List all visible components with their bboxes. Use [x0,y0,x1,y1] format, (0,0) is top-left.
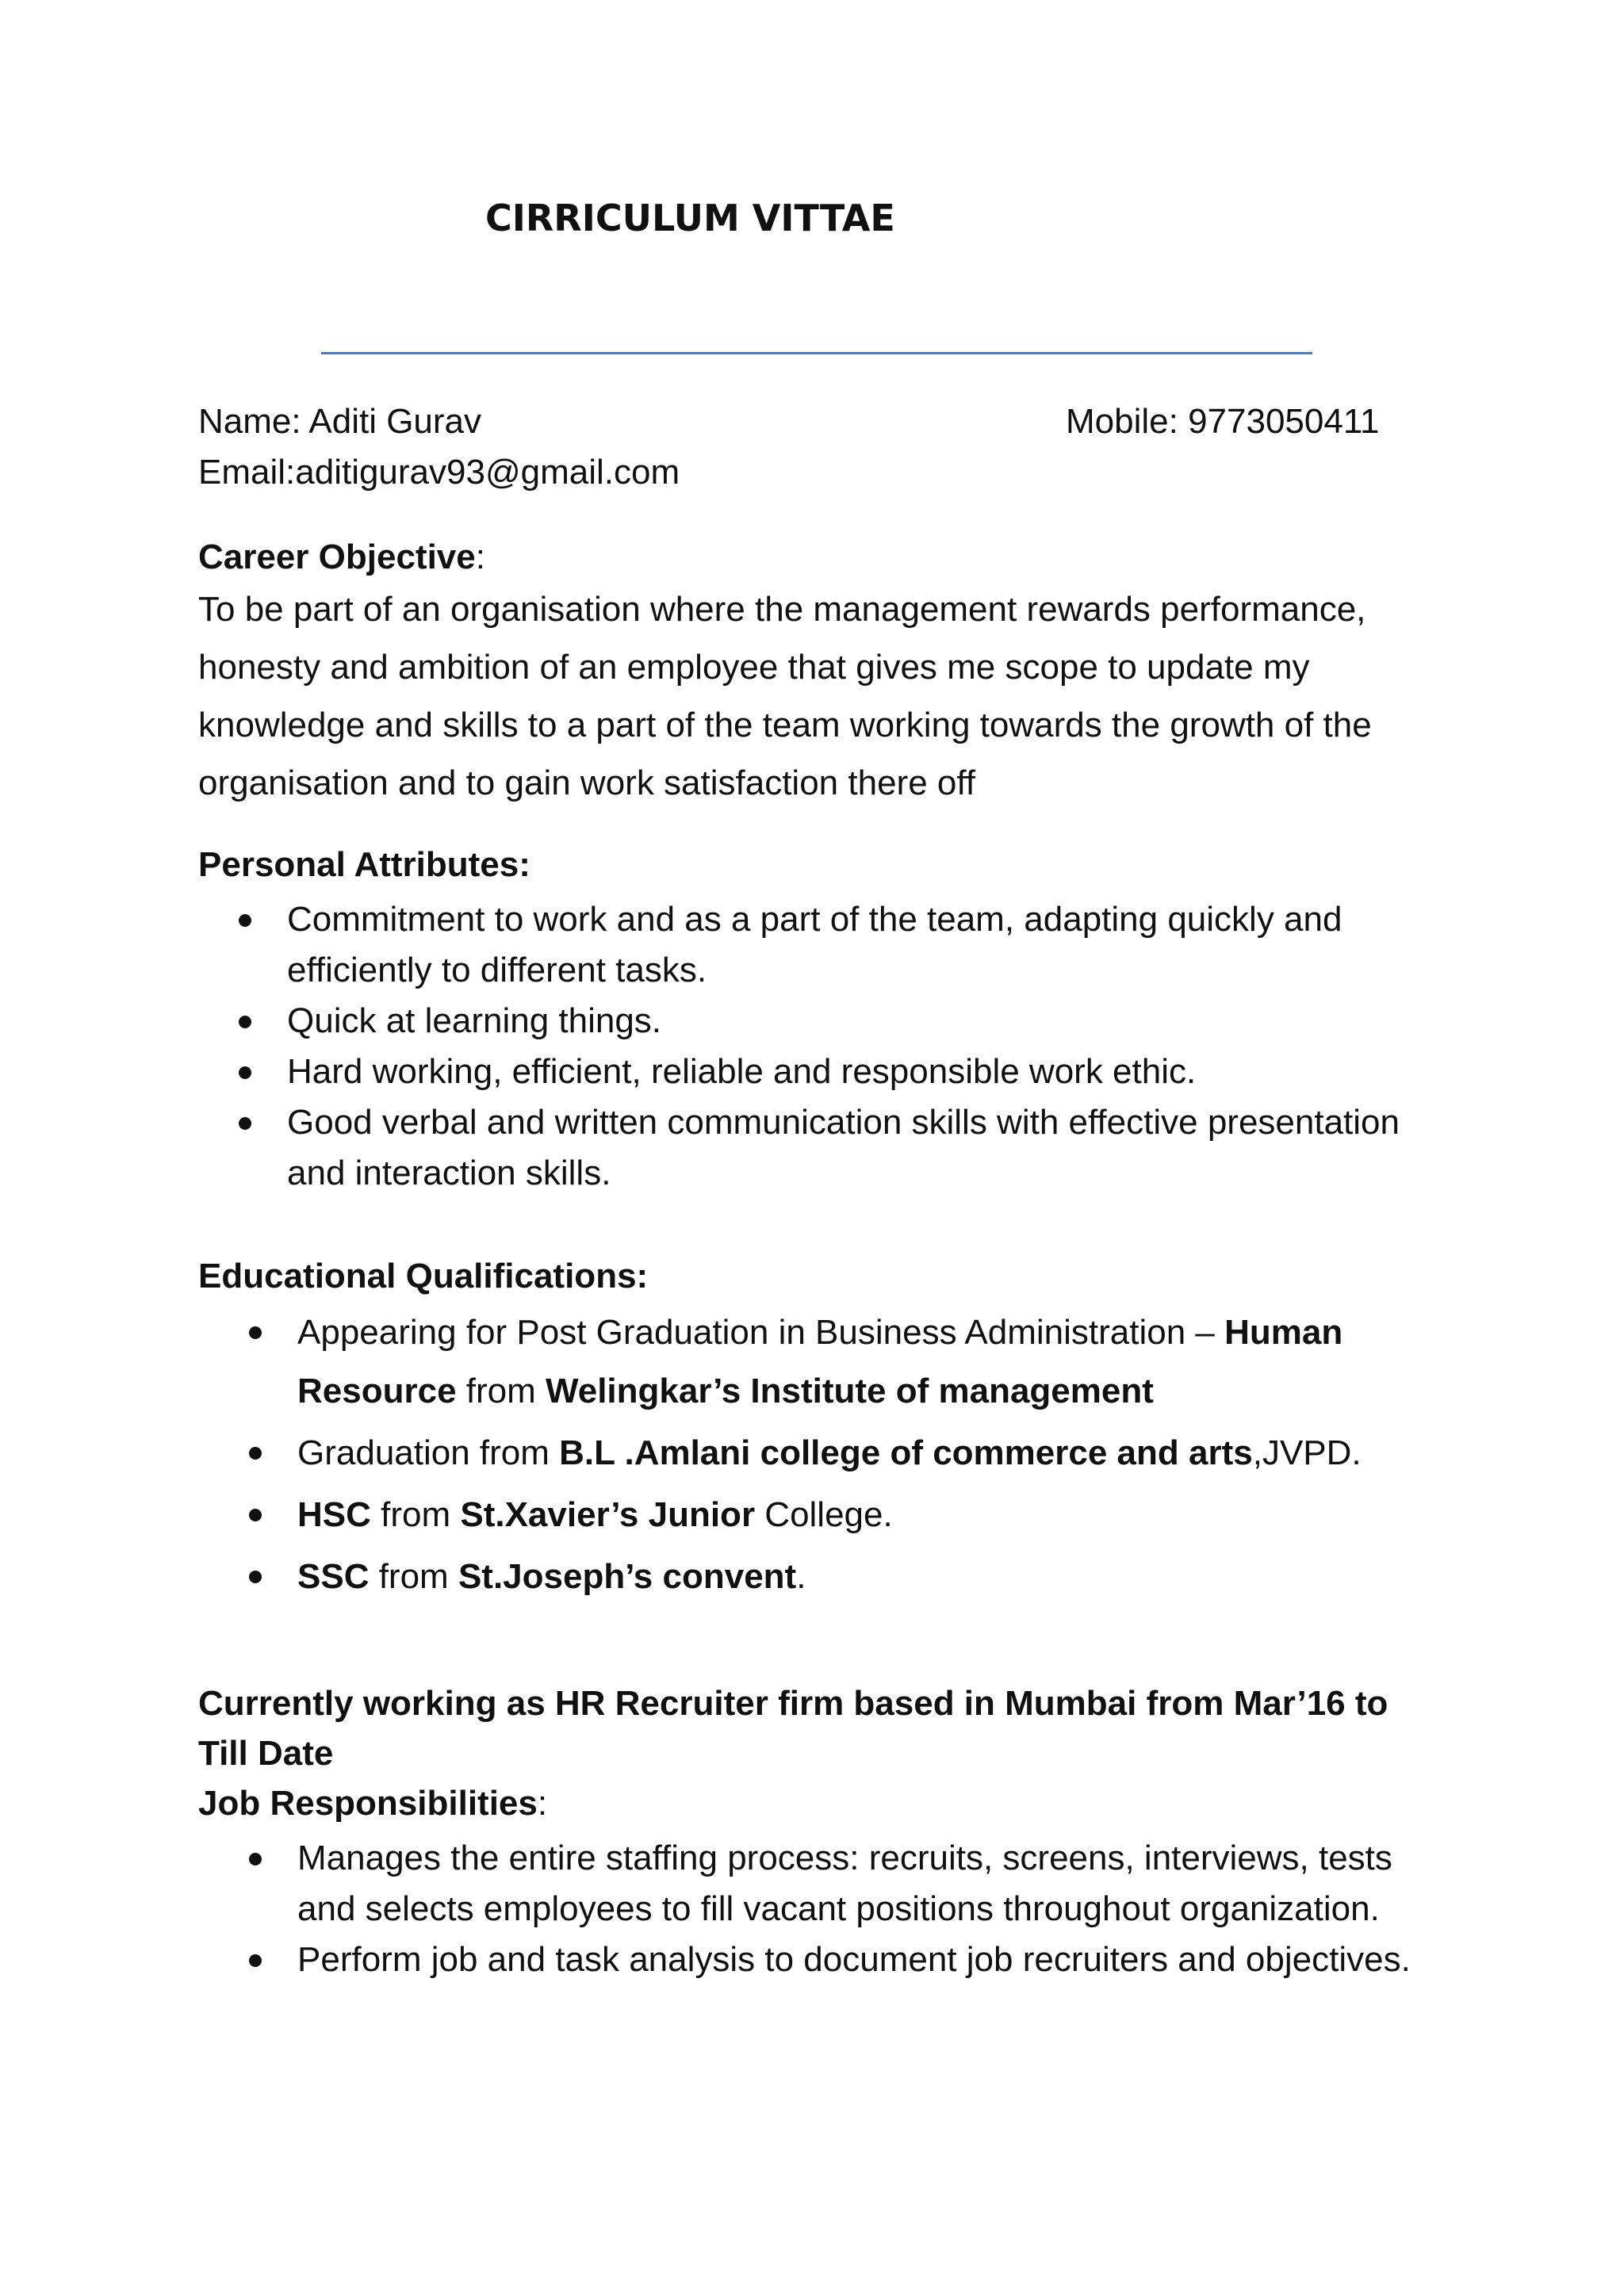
bold-text: St.Joseph’s convent [458,1557,797,1596]
job-responsibilities-heading: Job Responsibilities [198,1784,538,1823]
text: Appearing for Post Graduation in Business Administration – [297,1313,1225,1352]
bold-text: SSC [297,1557,370,1596]
bold-text: B.L .Amlani college of commerce and arts [559,1433,1253,1472]
list-item-text: Commitment to work and as a part of the team, adapting quickly and efficiently to different tasks. [287,900,1342,989]
text: College. [755,1495,893,1534]
list-item [297,1833,1447,1934]
bullet-icon [249,1853,262,1866]
contact-name: Name: Aditi Gurav [198,402,482,441]
bullet-icon [249,1571,262,1583]
list-item [287,894,1413,996]
bullet-icon [239,914,251,927]
text: from [370,1495,461,1534]
contact-email: Email:aditigurav93@gmail.com [198,453,680,492]
bullet-icon [239,1117,251,1130]
bullet-icon [239,1066,251,1079]
personal-attributes-heading: Personal Attributes: [198,845,530,884]
career-objective-colon: : [475,538,485,576]
list-item [287,1047,1413,1097]
current-job-line-2: Till Date [198,1734,334,1773]
document-title: CIRRICULUM VITTAE [485,197,895,239]
bullet-icon [249,1954,262,1967]
education-list [297,1303,1471,1609]
list-item-text: Hard working, efficient, reliable and responsible work ethic. [287,1052,1197,1091]
list-item [297,1934,1447,1985]
list-item [297,1424,1471,1483]
list-item-text: Good verbal and written communication skills with effective presentation and interaction skills. [287,1103,1400,1192]
list-item [287,1097,1413,1199]
current-job-line-1: Currently working as HR Recruiter firm based in Mumbai from Mar’16 to [198,1684,1388,1723]
bullet-icon [239,1016,251,1028]
text: from [456,1372,546,1410]
list-item [297,1548,1471,1606]
text: from [369,1557,458,1596]
education-heading: Educational Qualifications: [198,1257,649,1295]
contact-mobile: Mobile: 9773050411 [1066,402,1380,441]
list-item [297,1486,1471,1544]
list-item-text: Manages the entire staffing process: recruits, screens, interviews, tests and selects employees to fill vacant positions throughout organization. [297,1839,1392,1928]
bullet-icon [249,1447,262,1460]
bold-text: St.Xavier’s Junior [460,1495,756,1534]
job-responsibilities-list [297,1833,1447,1985]
text: Graduation from [297,1433,560,1472]
list-item [287,996,1413,1047]
career-objective-heading: Career Objective [198,538,476,576]
career-objective-text: To be part of an organisation where the management rewards performance, honesty and ambition of an employee that gives me scope to update my knowledge and skills to a part of the team working towards the growth of the organisation and to gain work satisfaction there off [198,590,1372,802]
job-responsibilities-colon: : [537,1784,548,1823]
career-objective-heading-line [198,535,485,580]
bold-text: Human Resource [297,1313,1343,1410]
list-item [297,1303,1471,1421]
text: ,JVPD. [1252,1433,1362,1472]
list-item-text: Quick at learning things. [287,1001,662,1040]
personal-attributes-list [287,894,1413,1199]
bold-text: HSC [297,1495,371,1534]
text: . [796,1557,806,1596]
list-item-text: Perform job and task analysis to document job recruiters and objectives. [297,1940,1411,1979]
title-divider [321,352,1312,354]
bullet-icon [249,1509,262,1521]
job-responsibilities-heading-line [198,1781,547,1826]
bold-text: Welingkar’s Institute of management [546,1372,1154,1410]
bullet-icon [249,1326,262,1339]
